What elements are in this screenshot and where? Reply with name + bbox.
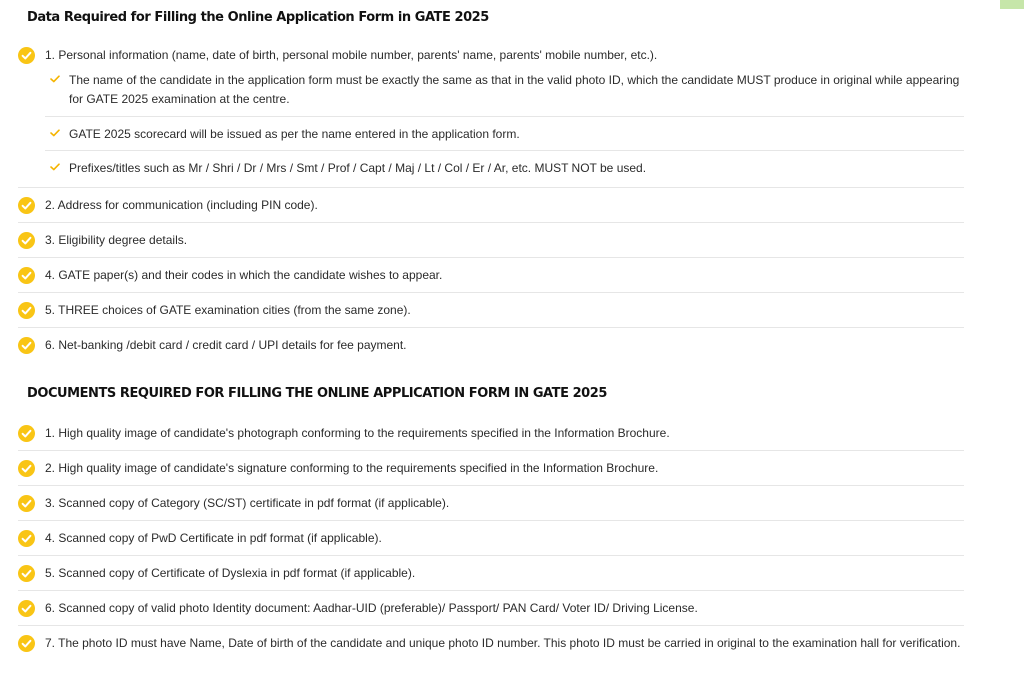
corner-accent: [1000, 0, 1024, 9]
check-circle-icon: [18, 635, 35, 652]
list-item-text: 6. Scanned copy of valid photo Identity document: Aadhar-UID (preferable)/ Passport/ PAN Card/ Voter ID/ Driving License.: [45, 601, 698, 615]
list-item-text: 3. Scanned copy of Category (SC/ST) certificate in pdf format (if applicable).: [45, 496, 450, 510]
section-heading-data: Data Required for Filling the Online Application Form in GATE 2025: [27, 10, 489, 25]
list-item: [18, 556, 964, 591]
sublist-item-text: Prefixes/titles such as Mr / Shri / Dr / Mrs / Smt / Prof / Capt / Maj / Lt / Col / Er / Ar, etc. MUST NOT be used.: [69, 161, 647, 175]
list-item-text: 7. The photo ID must have Name, Date of birth of the candidate and unique photo ID number. This photo ID must be carried in original to the examination hall for verification.: [45, 636, 961, 650]
list-item-text: 1. Personal information (name, date of birth, personal mobile number, parents' name, parents' mobile number, etc.).: [45, 48, 658, 62]
list-item: [18, 521, 964, 556]
list-item: [18, 223, 964, 258]
list-item: [18, 258, 964, 293]
sublist-item-text: The name of the candidate in the application form must be exactly the same as that in the valid photo ID, which the candidate MUST produce in original while appearing for GATE 2025 examination at the centre.: [69, 73, 960, 106]
check-circle-icon: [18, 600, 35, 617]
list-item: [18, 626, 964, 657]
documents-required-list: [18, 417, 964, 657]
list-item-text: 6. Net-banking /debit card / credit card / UPI details for fee payment.: [45, 338, 407, 352]
list-item-text: 2. Address for communication (including PIN code).: [45, 198, 318, 212]
check-circle-icon: [18, 232, 35, 249]
data-required-list: [18, 42, 964, 362]
list-item-text: 4. Scanned copy of PwD Certificate in pdf format (if applicable).: [45, 531, 382, 545]
check-circle-icon: [18, 197, 35, 214]
check-circle-icon: [18, 47, 35, 64]
list-item-text: 5. Scanned copy of Certificate of Dyslexia in pdf format (if applicable).: [45, 566, 416, 580]
list-item-text: 5. THREE choices of GATE examination cities (from the same zone).: [45, 303, 411, 317]
section-heading-documents: DOCUMENTS REQUIRED FOR FILLING THE ONLINE APPLICATION FORM IN GATE 2025: [27, 386, 607, 401]
list-item: [18, 591, 964, 626]
sublist-item: [45, 71, 964, 117]
list-item: [18, 451, 964, 486]
check-circle-icon: [18, 495, 35, 512]
list-item: [18, 328, 964, 362]
list-item: [18, 42, 964, 188]
check-circle-icon: [18, 337, 35, 354]
check-circle-icon: [18, 302, 35, 319]
list-item-text: 4. GATE paper(s) and their codes in which the candidate wishes to appear.: [45, 268, 443, 282]
list-item-text: 3. Eligibility degree details.: [45, 233, 188, 247]
sublist-item-text: GATE 2025 scorecard will be issued as per the name entered in the application form.: [69, 127, 520, 141]
check-circle-icon: [18, 530, 35, 547]
list-item: [18, 188, 964, 223]
list-item: [18, 293, 964, 328]
sublist-item: [45, 151, 964, 182]
check-circle-icon: [18, 565, 35, 582]
name-rules-sublist: [45, 71, 964, 182]
check-mark-icon: [50, 163, 60, 171]
sublist-item: [45, 117, 964, 151]
check-circle-icon: [18, 425, 35, 442]
list-item-text: 1. High quality image of candidate's photograph conforming to the requirements specified in the Information Brochure.: [45, 426, 670, 440]
list-item: [18, 417, 964, 451]
list-item-text: 2. High quality image of candidate's signature conforming to the requirements specified in the Information Brochure.: [45, 461, 659, 475]
check-circle-icon: [18, 460, 35, 477]
list-item: [18, 486, 964, 521]
check-mark-icon: [50, 129, 60, 137]
check-mark-icon: [50, 75, 60, 83]
check-circle-icon: [18, 267, 35, 284]
